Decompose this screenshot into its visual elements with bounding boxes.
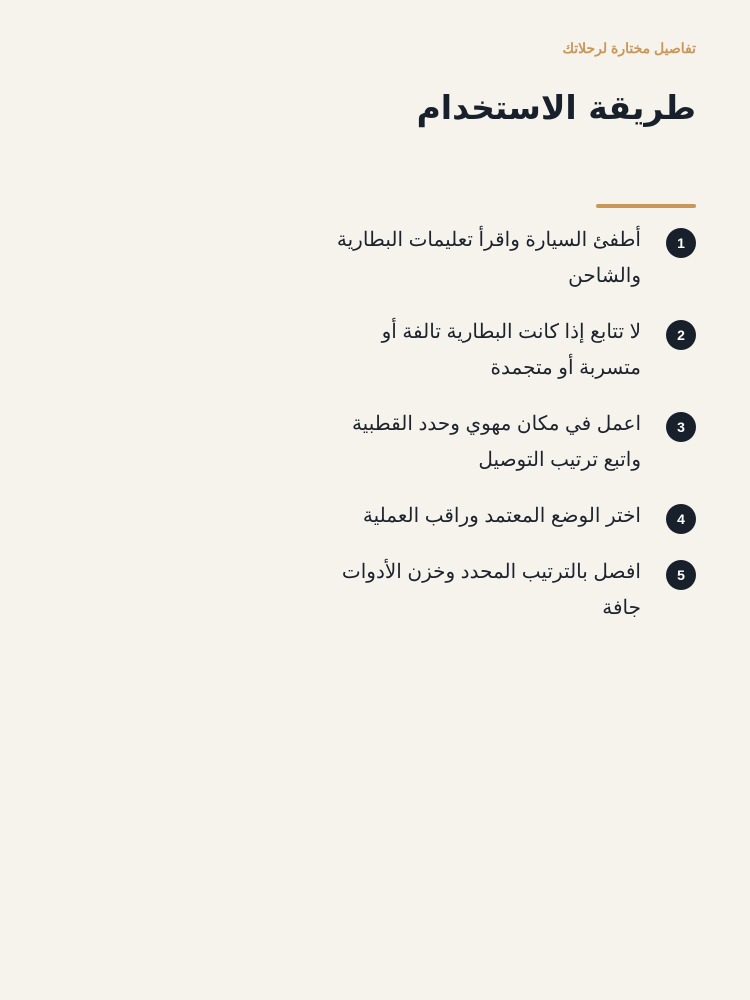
accent-divider (596, 204, 696, 208)
section-kicker: تفاصيل مختارة لرحلاتك (562, 40, 696, 56)
step-item-2 (336, 314, 696, 386)
step-number-badge: 1 (666, 228, 696, 258)
step-item-4 (336, 498, 696, 534)
step-text: اختر الوضع المعتمد وراقب العملية (362, 505, 641, 527)
page-title: طريقة الاستخدام (416, 88, 696, 127)
step-item-1 (336, 222, 696, 294)
step-item-5 (336, 554, 696, 626)
step-number-badge: 5 (666, 560, 696, 590)
step-text: لا تتابع إذا كانت البطارية تالفة أو متسربة أو متجمدة (381, 321, 641, 379)
step-item-3 (336, 406, 696, 478)
step-text: أطفئ السيارة واقرأ تعليمات البطارية والشاحن (336, 229, 641, 287)
step-number-badge: 3 (666, 412, 696, 442)
steps-list (336, 222, 696, 646)
step-text: افصل بالترتيب المحدد وخزن الأدوات جافة (341, 561, 641, 619)
step-number-badge: 4 (666, 504, 696, 534)
step-number-badge: 2 (666, 320, 696, 350)
step-text: اعمل في مكان مهوي وحدد القطبية واتبع ترتيب التوصيل (351, 413, 641, 471)
